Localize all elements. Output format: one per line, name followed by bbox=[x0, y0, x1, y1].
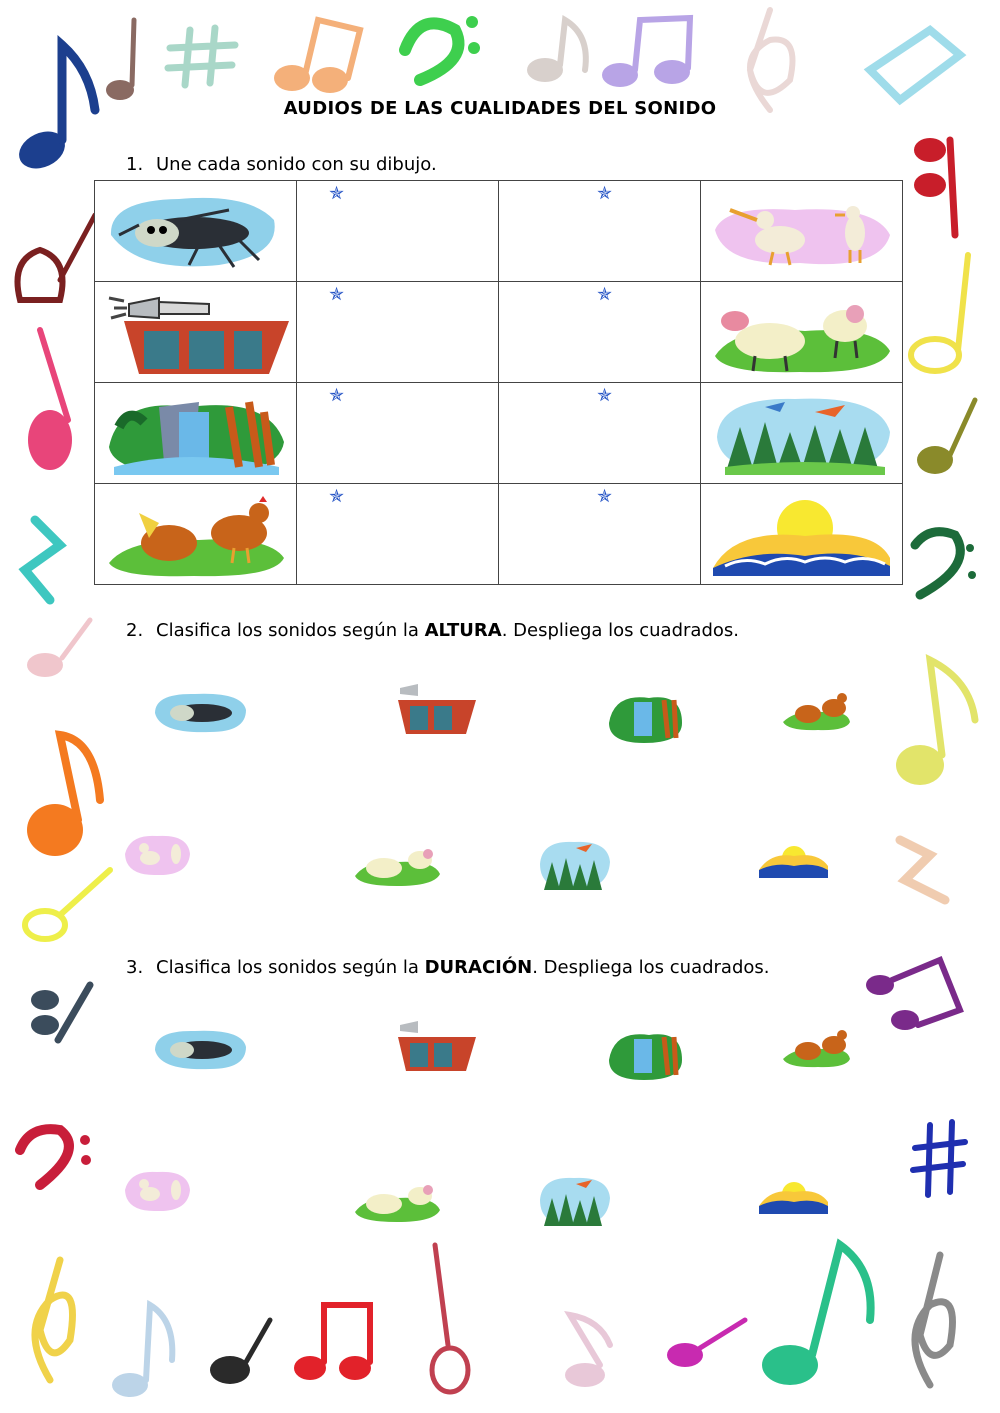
cricket-draggable[interactable] bbox=[150, 1025, 250, 1075]
beamed-notes-icon bbox=[294, 1305, 371, 1380]
star-cell[interactable] bbox=[499, 484, 701, 585]
table-row bbox=[95, 181, 903, 282]
question-1 bbox=[126, 154, 437, 175]
quarter-note-icon bbox=[432, 1245, 468, 1392]
bass-clef-icon bbox=[915, 532, 976, 595]
eighth-note-icon bbox=[112, 1305, 172, 1397]
birds-forest-draggable[interactable] bbox=[536, 836, 612, 892]
sharp-icon bbox=[913, 1122, 965, 1195]
sound-cell[interactable] bbox=[701, 181, 903, 282]
cricket-image bbox=[99, 185, 289, 277]
quarter-note-icon bbox=[210, 1320, 270, 1384]
rest-icon bbox=[31, 985, 90, 1040]
sharp-icon bbox=[168, 28, 235, 85]
beamed-notes-icon bbox=[870, 30, 960, 100]
megaphone-train-draggable[interactable] bbox=[388, 676, 478, 736]
question-number: 1. bbox=[126, 154, 144, 175]
question-keyword: ALTURA bbox=[424, 620, 502, 641]
seagulls-draggable[interactable] bbox=[122, 830, 192, 878]
note-icon bbox=[18, 215, 96, 300]
eighth-note-icon bbox=[762, 1245, 871, 1385]
rest-icon bbox=[900, 840, 945, 900]
eighth-note-icon bbox=[527, 20, 586, 82]
waterfall-draggable[interactable] bbox=[604, 1025, 684, 1081]
rest-icon bbox=[914, 138, 955, 235]
seagulls-image bbox=[705, 185, 895, 277]
star-cell[interactable] bbox=[297, 383, 499, 484]
treble-clef-icon bbox=[915, 1255, 953, 1385]
seagulls-draggable[interactable] bbox=[122, 1166, 192, 1214]
star-cell[interactable] bbox=[499, 181, 701, 282]
megaphone-train-draggable[interactable] bbox=[388, 1013, 478, 1073]
hens-image bbox=[99, 488, 289, 580]
question-number: 2. bbox=[126, 620, 144, 641]
question-number: 3. bbox=[126, 957, 144, 978]
sound-cell[interactable] bbox=[701, 484, 903, 585]
star-icon[interactable]: ✯ bbox=[329, 284, 345, 305]
bass-clef-icon bbox=[405, 16, 480, 80]
question-3 bbox=[126, 957, 770, 978]
birds-forest-draggable[interactable] bbox=[536, 1172, 612, 1228]
sound-cell[interactable] bbox=[95, 282, 297, 383]
star-icon[interactable]: ✯ bbox=[597, 183, 613, 204]
note-icon bbox=[25, 870, 110, 939]
cricket-draggable[interactable] bbox=[150, 688, 250, 738]
star-icon[interactable]: ✯ bbox=[329, 385, 345, 406]
hens-draggable[interactable] bbox=[780, 1025, 852, 1069]
star-icon[interactable]: ✯ bbox=[597, 486, 613, 507]
quarter-note-icon bbox=[917, 400, 975, 474]
sheep-image bbox=[705, 286, 895, 378]
table-row bbox=[95, 282, 903, 383]
beamed-notes-icon bbox=[866, 960, 960, 1030]
match-table bbox=[94, 180, 903, 585]
table-row bbox=[95, 484, 903, 585]
eighth-note-icon bbox=[896, 660, 975, 785]
star-cell[interactable] bbox=[499, 282, 701, 383]
quarter-note-icon bbox=[28, 330, 72, 470]
star-cell[interactable] bbox=[297, 484, 499, 585]
question-text: Une cada sonido con su dibujo. bbox=[156, 154, 437, 175]
sheep-draggable[interactable] bbox=[352, 840, 442, 888]
rest-icon bbox=[25, 520, 60, 600]
sound-cell[interactable] bbox=[95, 383, 297, 484]
sound-cell[interactable] bbox=[95, 181, 297, 282]
star-icon[interactable]: ✯ bbox=[597, 284, 613, 305]
sunset-sea-draggable[interactable] bbox=[756, 1176, 830, 1216]
quarter-note-icon bbox=[911, 255, 968, 371]
birds-forest-image bbox=[705, 387, 895, 479]
treble-clef-icon bbox=[750, 10, 793, 110]
star-cell[interactable] bbox=[499, 383, 701, 484]
question-text: Clasifica los sonidos según la bbox=[156, 957, 425, 978]
eighth-note-icon bbox=[565, 1315, 610, 1387]
bass-clef-icon bbox=[20, 1129, 91, 1185]
waterfall-image bbox=[99, 387, 289, 479]
sunset-sea-image bbox=[705, 488, 895, 580]
sound-cell[interactable] bbox=[95, 484, 297, 585]
quarter-note-icon bbox=[106, 20, 134, 100]
star-icon[interactable]: ✯ bbox=[329, 183, 345, 204]
question-text: . Despliega los cuadrados. bbox=[532, 957, 770, 978]
hens-draggable[interactable] bbox=[780, 688, 852, 732]
eighth-note-icon bbox=[27, 735, 100, 856]
quarter-note-icon bbox=[667, 1320, 745, 1367]
quarter-note-icon bbox=[27, 620, 90, 677]
question-text: Clasifica los sonidos según la bbox=[156, 620, 425, 641]
star-cell[interactable] bbox=[297, 282, 499, 383]
waterfall-draggable[interactable] bbox=[604, 688, 684, 744]
sheep-draggable[interactable] bbox=[352, 1176, 442, 1224]
sound-cell[interactable] bbox=[701, 383, 903, 484]
megaphone-train-image bbox=[99, 286, 289, 378]
question-2 bbox=[126, 620, 739, 641]
sound-cell[interactable] bbox=[701, 282, 903, 383]
eighth-note-icon bbox=[274, 20, 360, 93]
beamed-notes-icon bbox=[602, 18, 690, 87]
table-row bbox=[95, 383, 903, 484]
sunset-sea-draggable[interactable] bbox=[756, 840, 830, 880]
star-icon[interactable]: ✯ bbox=[597, 385, 613, 406]
question-keyword: DURACIÓN bbox=[424, 957, 533, 978]
star-icon[interactable]: ✯ bbox=[329, 486, 345, 507]
treble-clef-icon bbox=[35, 1260, 73, 1380]
star-cell[interactable] bbox=[297, 181, 499, 282]
question-text: . Despliega los cuadrados. bbox=[501, 620, 739, 641]
page-title: AUDIOS DE LAS CUALIDADES DEL SONIDO bbox=[283, 98, 717, 119]
